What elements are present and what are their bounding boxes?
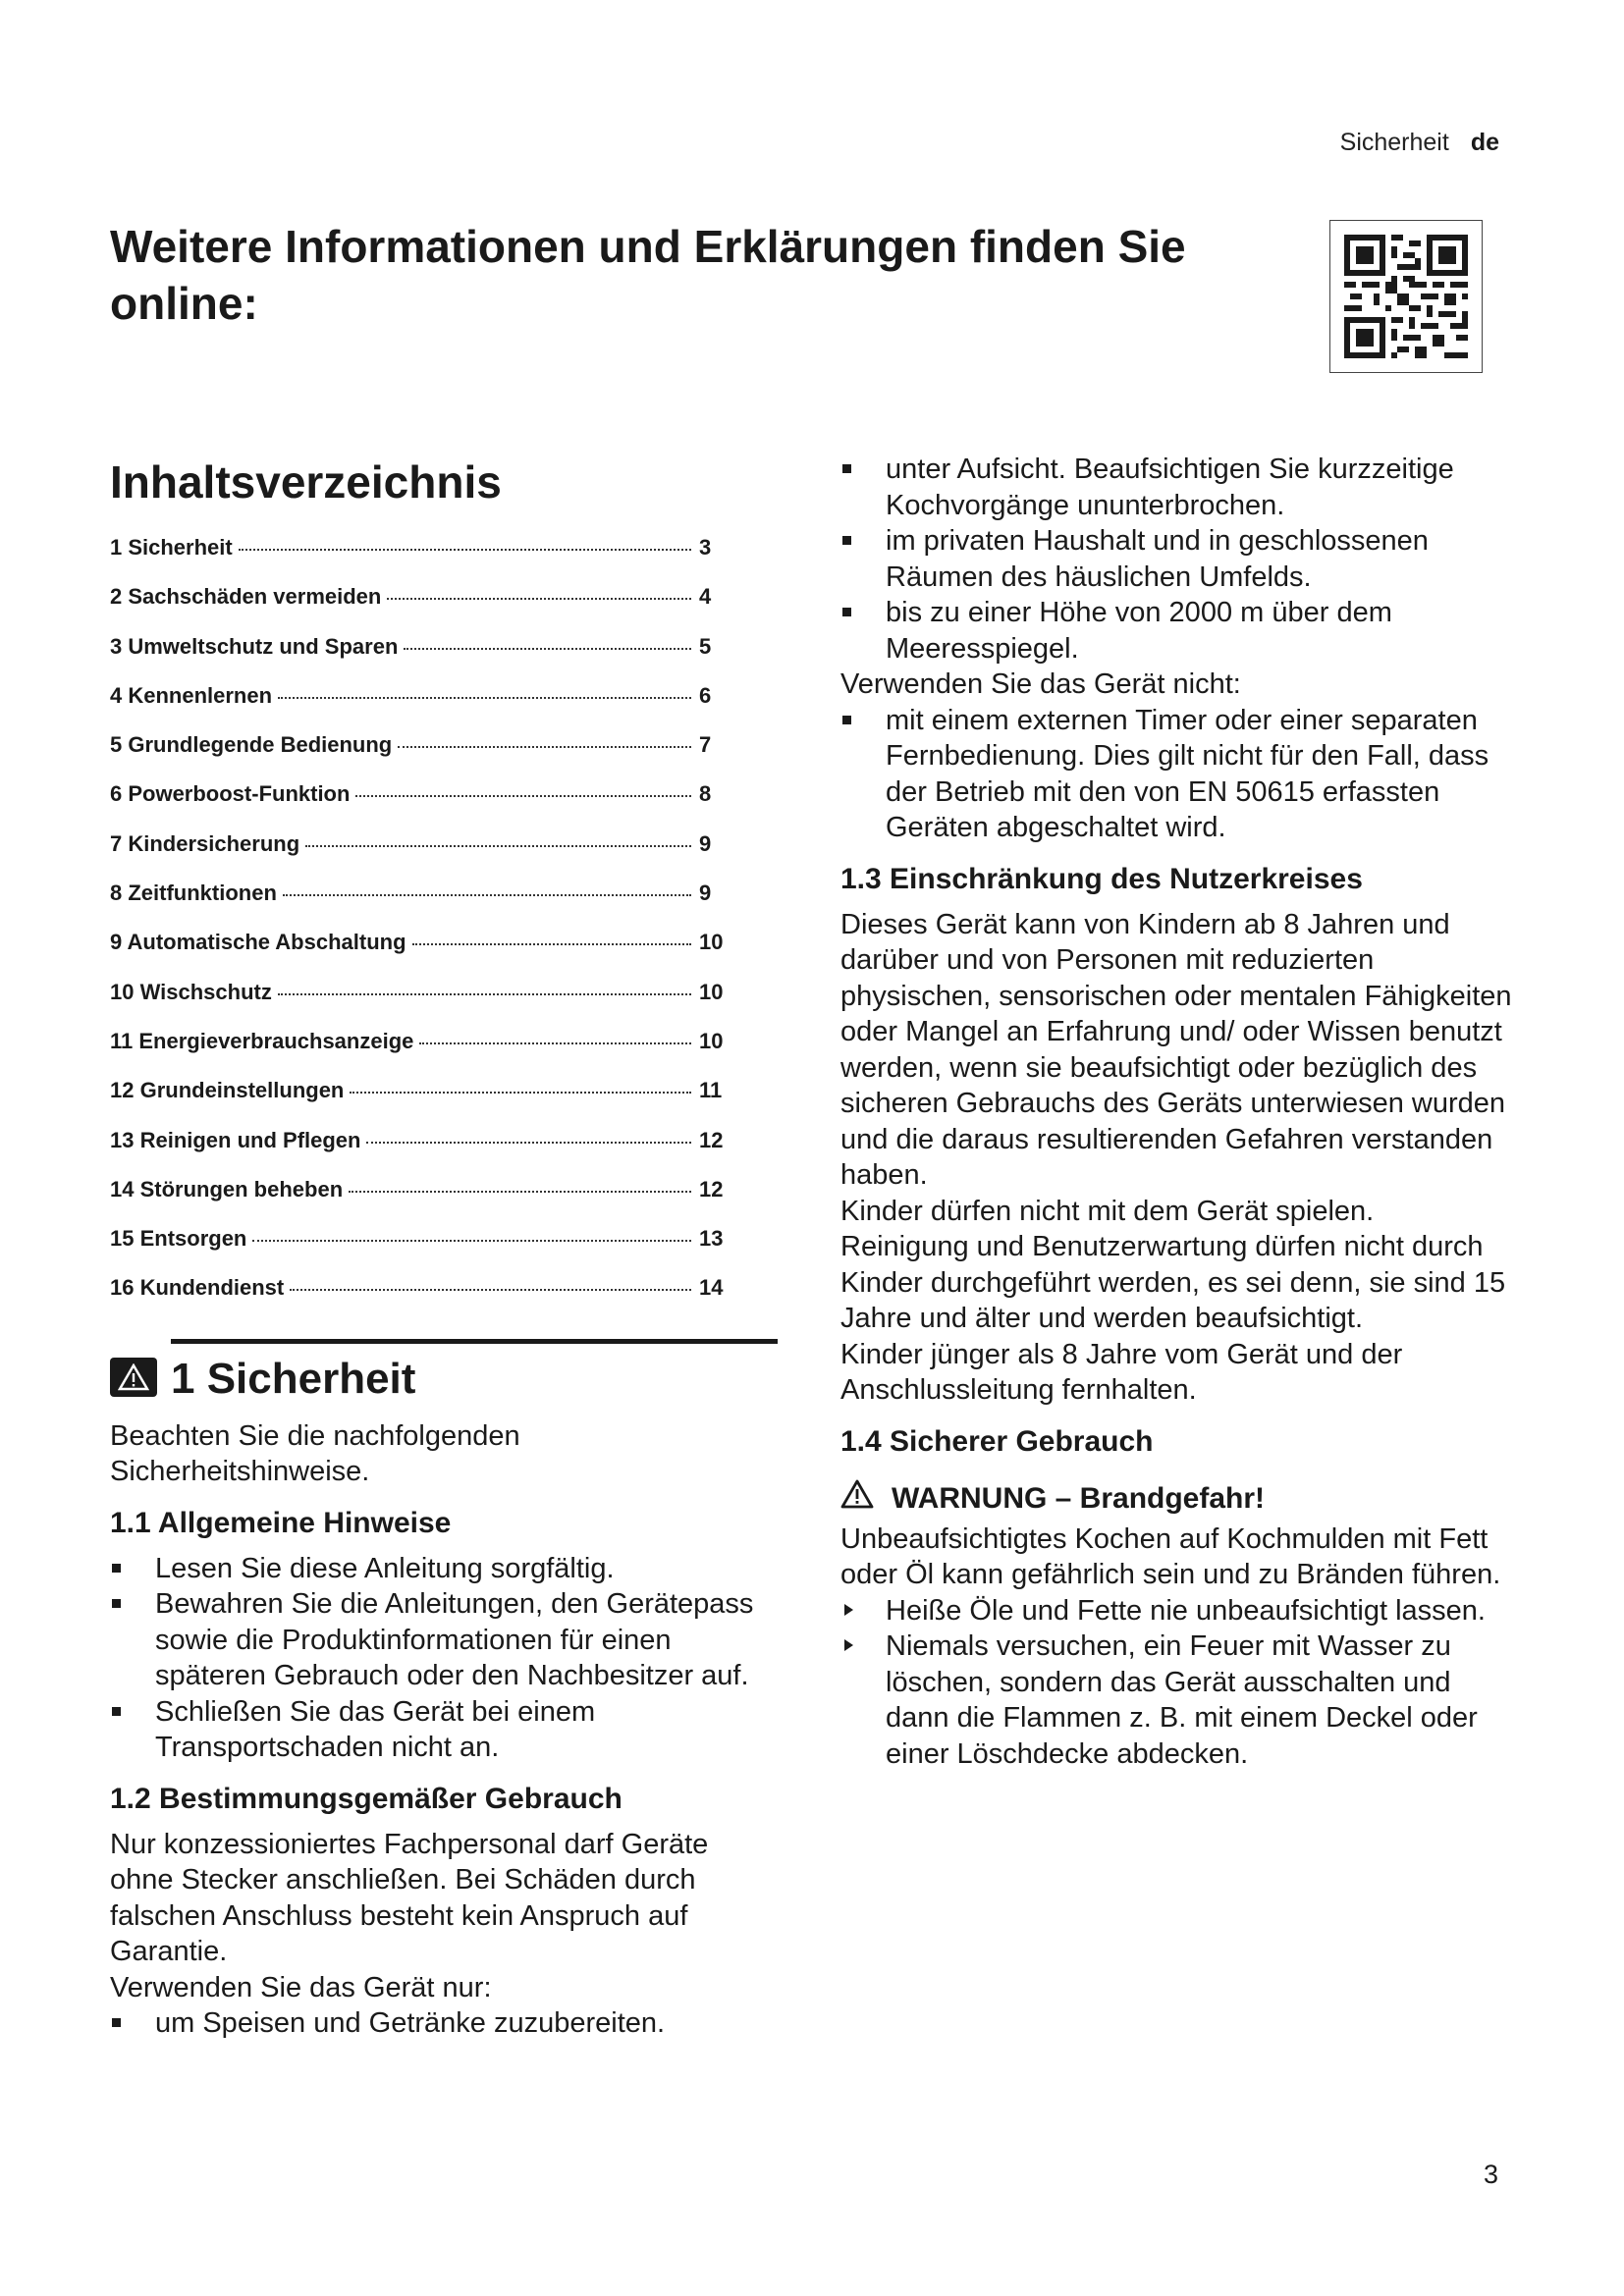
section-1-1-title: 1.1 Allgemeine Hinweise xyxy=(110,1506,452,1539)
toc-item[interactable] xyxy=(110,1078,738,1127)
chapter-heading xyxy=(110,1339,778,1405)
toc-leader-dots xyxy=(350,1092,691,1094)
toc-leader-dots xyxy=(283,894,691,896)
chapter-title: 1 Sicherheit xyxy=(171,1339,778,1405)
warning-triangle-icon xyxy=(840,1479,874,1520)
toc-item[interactable] xyxy=(110,1275,738,1324)
toc-item-page: 9 xyxy=(699,881,712,906)
toc-item-page: 10 xyxy=(699,930,724,955)
toc-item[interactable] xyxy=(110,980,738,1029)
toc-leader-dots xyxy=(387,598,691,600)
list-item: unter Aufsicht. Beaufsichtigen Sie kurzzeitige Kochvorgänge ununterbrochen. xyxy=(840,452,1518,523)
toc-item-page: 8 xyxy=(699,781,712,807)
page-number: 3 xyxy=(1483,2160,1498,2189)
section-1-3-paragraph-1: Dieses Gerät kann von Kindern ab 8 Jahren und darüber und von Personen mit reduzierten physischen, sensorischen oder mentalen Fähigkeiten oder Mangel an Erfahrung und/ oder Wissen benutzt werden, wenn sie beaufsichtigt oder bezüglich des sicheren Gebrauchs des Geräts unterwiesen wurden und die daraus resultierenden Gefahren verstanden haben. xyxy=(840,908,1512,1191)
section-1-3-title: 1.3 Einschränkung des Nutzerkreises xyxy=(840,862,1363,895)
list-item: Niemals versuchen, ein Feuer mit Wasser zu löschen, sondern das Gerät ausschalten und dann die Flammen z. B. mit einem Deckel oder einer Löschdecke abdecken. xyxy=(840,1629,1518,1772)
toc-leader-dots xyxy=(398,746,691,748)
toc-item-label: 12 Grundeinstellungen xyxy=(110,1078,345,1103)
toc-item-page: 9 xyxy=(699,830,712,856)
toc-item-label: 6 Powerboost-Funktion xyxy=(110,781,351,807)
list-item: mit einem externen Timer oder einer separaten Fernbedienung. Dies gilt nicht für den Fall, dass der Betrieb mit den von EN 50615 erfassten Geräten abgeschaltet wird. xyxy=(840,703,1518,846)
section-1-2-title: 1.2 Bestimmungsgemäßer Gebrauch xyxy=(110,1782,623,1815)
section-1-2-not-list xyxy=(840,703,1518,846)
section-1-2-not-lead: Verwenden Sie das Gerät nicht: xyxy=(840,668,1241,700)
toc-item-label: 16 Kundendienst xyxy=(110,1275,285,1301)
toc-item-page: 4 xyxy=(699,584,712,610)
toc-item-label: 10 Wischschutz xyxy=(110,979,272,1004)
toc-item-label: 8 Zeitfunktionen xyxy=(110,881,277,906)
toc-item-label: 15 Entsorgen xyxy=(110,1226,247,1252)
toc-item[interactable] xyxy=(110,1128,738,1177)
toc-item-page: 5 xyxy=(699,633,712,659)
toc-item[interactable] xyxy=(110,1177,738,1226)
toc-item[interactable] xyxy=(110,881,738,930)
toc-item-label: 2 Sachschäden vermeiden xyxy=(110,584,382,610)
toc-leader-dots xyxy=(419,1042,691,1044)
toc-item-page: 6 xyxy=(699,682,712,708)
toc-item-page: 3 xyxy=(699,535,712,560)
toc-leader-dots xyxy=(366,1142,691,1144)
toc-leader-dots xyxy=(355,795,691,797)
toc-item-page: 10 xyxy=(699,1028,724,1053)
list-item: Bewahren Sie die Anleitungen, den Gerätepass sowie die Produktinformationen für einen späteren Gebrauch oder den Nachbesitzer auf. xyxy=(110,1586,778,1694)
section-1-4-title: 1.4 Sicherer Gebrauch xyxy=(840,1424,1154,1458)
toc-title: Inhaltsverzeichnis xyxy=(110,456,502,507)
toc-item-page: 12 xyxy=(699,1127,724,1152)
toc-item-page: 14 xyxy=(699,1275,724,1301)
section-1-2-use-list-part1 xyxy=(110,2005,778,2042)
toc-item-page: 11 xyxy=(699,1078,723,1103)
list-item: Lesen Sie diese Anleitung sorgfältig. xyxy=(110,1551,778,1587)
toc-leader-dots xyxy=(404,648,691,650)
section-1-2-use-list-part2 xyxy=(840,452,1518,667)
list-item: Heiße Öle und Fette nie unbeaufsichtigt lassen. xyxy=(840,1593,1518,1629)
toc-item-page: 13 xyxy=(699,1226,724,1252)
running-header xyxy=(1340,129,1499,157)
list-item: bis zu einer Höhe von 2000 m über dem Meeresspiegel. xyxy=(840,595,1518,667)
toc-item-label: 5 Grundlegende Bedienung xyxy=(110,732,393,758)
toc-item-page: 7 xyxy=(699,732,712,758)
toc-item[interactable] xyxy=(110,535,738,584)
toc-leader-dots xyxy=(278,697,691,699)
chapter-intro: Beachten Sie die nachfolgenden Sicherheitshinweise. xyxy=(110,1419,520,1488)
section-1-1-list xyxy=(110,1551,778,1766)
toc-item-label: 7 Kindersicherung xyxy=(110,830,300,856)
toc-leader-dots xyxy=(278,993,691,995)
toc-item[interactable] xyxy=(110,1029,738,1078)
toc-leader-dots xyxy=(305,845,691,847)
main-title: Weitere Informationen und Erklärungen finden Sie online: xyxy=(110,221,1186,329)
list-item: Schließen Sie das Gerät bei einem Transportschaden nicht an. xyxy=(110,1694,778,1766)
toc-item[interactable] xyxy=(110,930,738,979)
toc-item-label: 3 Umweltschutz und Sparen xyxy=(110,633,399,659)
warning-text: Unbeaufsichtigtes Kochen auf Kochmulden mit Fett oder Öl kann gefährlich sein und zu Bränden führen. xyxy=(840,1522,1501,1590)
toc-item[interactable] xyxy=(110,634,738,683)
toc-leader-dots xyxy=(349,1191,691,1193)
warning-box-icon xyxy=(110,1358,157,1397)
qr-code xyxy=(1329,220,1483,373)
left-column xyxy=(110,447,778,2042)
warning-steps xyxy=(840,1593,1518,1773)
toc-item-page: 12 xyxy=(699,1176,724,1201)
header-language: de xyxy=(1470,129,1499,156)
toc-item-label: 1 Sicherheit xyxy=(110,535,233,560)
toc-item-label: 11 Energieverbrauchsanzeige xyxy=(110,1028,414,1053)
toc-item[interactable] xyxy=(110,584,738,633)
toc-item[interactable] xyxy=(110,683,738,732)
qr-code-icon xyxy=(1344,235,1468,358)
section-1-2-use-lead: Verwenden Sie das Gerät nur: xyxy=(110,1971,492,2003)
warning-title: WARNUNG – Brandgefahr! xyxy=(892,1482,1266,1515)
toc-item[interactable] xyxy=(110,1226,738,1275)
list-item: um Speisen und Getränke zuzubereiten. xyxy=(110,2005,778,2042)
warning-heading xyxy=(840,1479,1518,1520)
toc-item-label: 9 Automatische Abschaltung xyxy=(110,930,406,955)
toc-item[interactable] xyxy=(110,831,738,881)
right-column xyxy=(840,452,1518,1772)
toc-item-label: 13 Reinigen und Pflegen xyxy=(110,1127,361,1152)
toc-item-label: 4 Kennenlernen xyxy=(110,682,273,708)
header-section: Sicherheit xyxy=(1339,129,1449,156)
toc-item[interactable] xyxy=(110,781,738,830)
section-1-2-paragraph: Nur konzessioniertes Fachpersonal darf Geräte ohne Stecker anschließen. Bei Schäden durch falschen Anschluss besteht kein Anspruch auf Garantie. xyxy=(110,1828,709,1968)
section-1-3-paragraph-2: Kinder dürfen nicht mit dem Gerät spielen. xyxy=(840,1195,1375,1227)
toc-leader-dots xyxy=(252,1240,691,1242)
toc-leader-dots xyxy=(239,549,691,551)
section-1-3-paragraph-3: Reinigung und Benutzerwartung dürfen nicht durch Kinder durchgeführt werden, es sei denn, sie sind 15 Jahre und älter und werden beaufsichtigt. xyxy=(840,1231,1506,1334)
toc-list xyxy=(110,535,738,1325)
list-item: im privaten Haushalt und in geschlossenen Räumen des häuslichen Umfelds. xyxy=(840,523,1518,595)
toc-item-page: 10 xyxy=(699,979,724,1004)
toc-leader-dots xyxy=(290,1289,691,1291)
toc-item-label: 14 Störungen beheben xyxy=(110,1176,344,1201)
toc-item[interactable] xyxy=(110,732,738,781)
toc-leader-dots xyxy=(412,943,691,945)
section-1-3-paragraph-4: Kinder jünger als 8 Jahre vom Gerät und der Anschlussleitung fernhalten. xyxy=(840,1338,1403,1406)
